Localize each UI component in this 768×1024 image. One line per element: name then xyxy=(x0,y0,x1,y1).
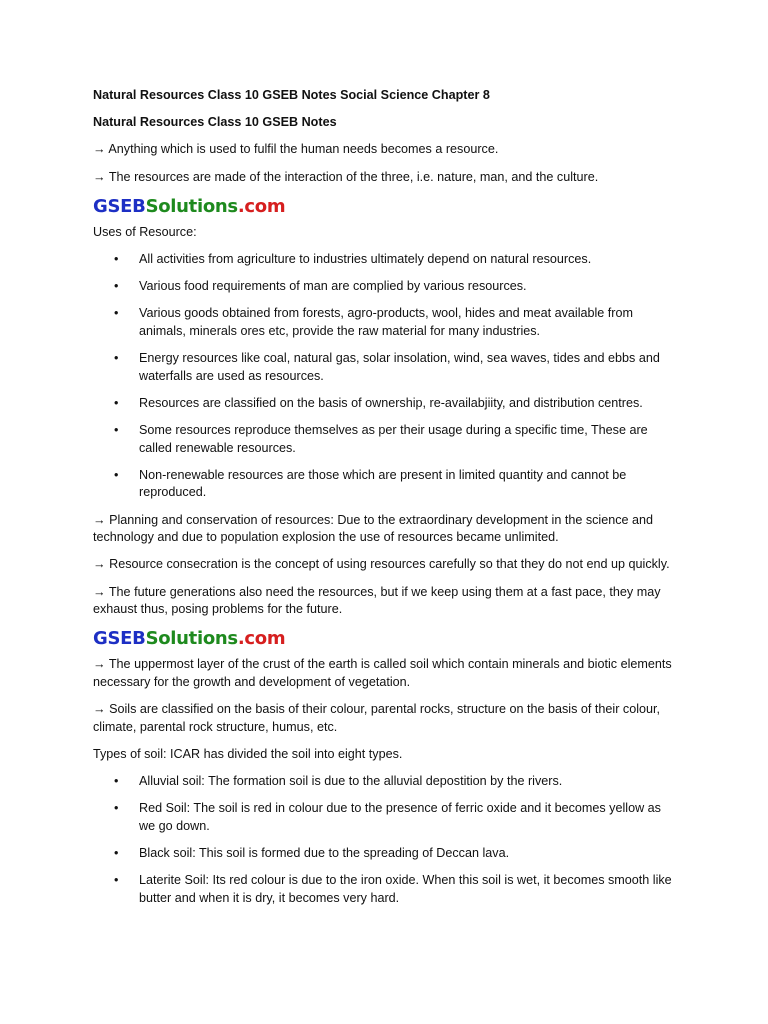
list-item: • Laterite Soil: Its red colour is due to the iron oxide. When this soil is wet, it becomes smooth like butter and when it is dry, it becomes very hard. xyxy=(93,872,678,907)
uses-heading: Uses of Resource: xyxy=(93,224,197,239)
document-subtitle: Natural Resources Class 10 GSEB Notes xyxy=(93,115,337,130)
planning-paragraph: → Planning and conservation of resources: Due to the extraordinary development in the science and technology and due to population explosion the use of resources became unlimited. xyxy=(93,512,654,545)
brand-logo xyxy=(93,628,678,650)
planning-paragraph: → The future generations also need the resources, but if we keep using them at a fast pace, they may exhaust thus, posing problems for the future. xyxy=(93,584,661,617)
brand-logo-part: .com xyxy=(237,195,286,217)
brand-logo-part: Solutions xyxy=(145,628,238,650)
list-item: • Black soil: This soil is formed due to the spreading of Deccan lava. xyxy=(93,845,678,863)
brand-logo-part: GSEB xyxy=(93,195,146,217)
list-item: • Resources are classified on the basis of ownership, re-availabjiity, and distribution centres. xyxy=(93,395,678,413)
list-item: • Energy resources like coal, natural gas, solar insolation, wind, sea waves, tides and ebbs and waterfalls are used as resources. xyxy=(93,350,678,385)
brand-logo-part: Solutions xyxy=(145,195,238,217)
intro-paragraph: → The resources are made of the interaction of the three, i.e. nature, man, and the culture. xyxy=(93,169,599,184)
uses-list xyxy=(93,251,678,502)
brand-logo xyxy=(93,196,678,218)
list-item: • Various goods obtained from forests, agro-products, wool, hides and meat available from animals, minerals ores etc, provide the raw material for many industries. xyxy=(93,305,678,340)
brand-logo-part: GSEB xyxy=(93,628,146,650)
soil-paragraph: → Soils are classified on the basis of their colour, parental rocks, structure on the basis of their colour, climate, parental rock structure, humus, etc. xyxy=(93,702,661,734)
document-body xyxy=(93,87,678,917)
list-item: • Some resources reproduce themselves as per their usage during a specific time, These are called renewable resources. xyxy=(93,422,678,457)
planning-paragraph: → Resource consecration is the concept of using resources carefully so that they do not end up quickly. xyxy=(93,557,670,572)
list-item: • Red Soil: The soil is red in colour due to the presence of ferric oxide and it becomes yellow as we go down. xyxy=(93,800,678,835)
brand-logo-part: .com xyxy=(237,628,286,650)
soil-types-list xyxy=(93,773,678,907)
list-item: • Various food requirements of man are complied by various resources. xyxy=(93,278,678,296)
intro-paragraph: → Anything which is used to fulfil the human needs becomes a resource. xyxy=(93,142,499,157)
soil-paragraph: → The uppermost layer of the crust of the earth is called soil which contain minerals and biotic elements necessary for the growth and development of vegetation. xyxy=(93,657,672,689)
soil-types-heading: Types of soil: ICAR has divided the soil into eight types. xyxy=(93,746,403,761)
list-item: • Non-renewable resources are those which are present in limited quantity and cannot be reproduced. xyxy=(93,467,678,502)
document-title: Natural Resources Class 10 GSEB Notes Social Science Chapter 8 xyxy=(93,88,490,102)
list-item: • Alluvial soil: The formation soil is due to the alluvial depostition by the rivers. xyxy=(93,773,678,791)
list-item: • All activities from agriculture to industries ultimately depend on natural resources. xyxy=(93,251,678,269)
